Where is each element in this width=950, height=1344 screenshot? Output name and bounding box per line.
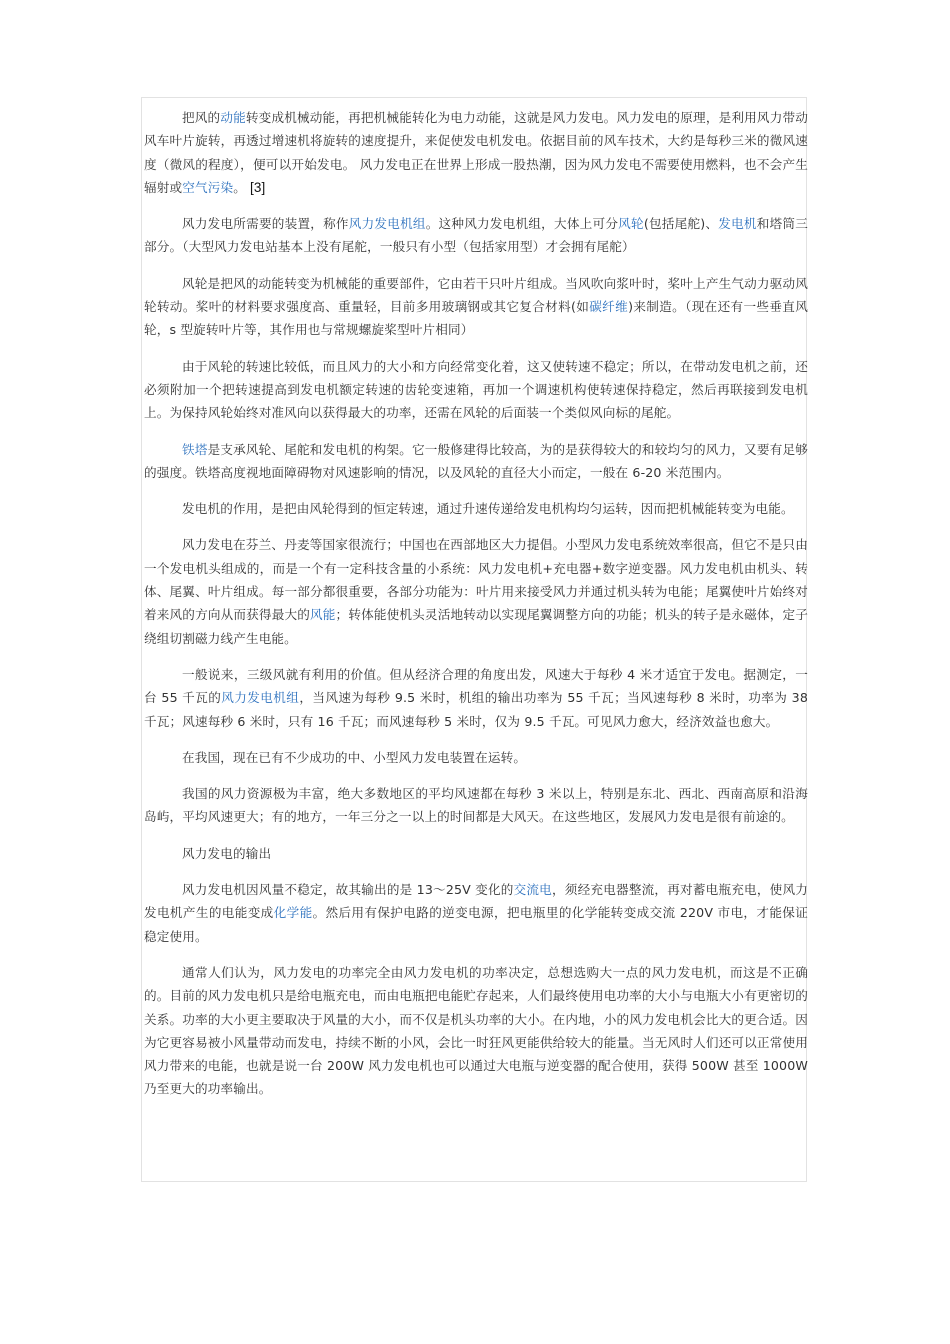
paragraph-text: 风力发电所需要的装置，称作	[182, 216, 349, 232]
paragraph-text: 一般说来，三级风就有利用的价值。但从经济合理的角度出发，风速大于每秒 4 米才适宜于发电。据测定，一台 55 千瓦的	[144, 666, 808, 706]
article-paragraph	[144, 533, 808, 649]
article-link[interactable]: 风能	[310, 607, 336, 623]
paragraph-text: 由于风轮的转速比较低，而且风力的大小和方向经常变化着，这又使转速不稳定；所以，在带动发电机之前，还必须附加一个把转速提高到发电机额定转速的齿轮变速箱，再加一个调速机构使转速保持稳定，然后再联接到发电机上。为保持风轮始终对准风向以获得最大的功率，还需在风轮的后面装一个类似风向标的尾舵。	[144, 358, 808, 421]
paragraph-text: 我国的风力资源极为丰富，绝大多数地区的平均风速都在每秒 3 米以上，特别是东北、西北、西南高原和沿海岛屿，平均风速更大；有的地方，一年三分之一以上的时间都是大风天。在这些地区，发展风力发电是很有前途的。	[144, 786, 808, 825]
paragraph-text: 风力发电机因风量不稳定，故其输出的是 13～25V 变化的	[182, 882, 514, 898]
paragraph-text: 。	[233, 179, 246, 195]
paragraph-text: ；转体能使机头灵活地转动以实现尾翼调整方向的功能；机头的转子是永磁体，定子绕组切割磁力线产生电能。	[144, 607, 808, 646]
article-paragraph	[144, 746, 808, 769]
article-link[interactable]: 交流电	[513, 882, 552, 898]
article-body	[144, 106, 808, 1114]
article-paragraph	[144, 212, 808, 259]
article-link[interactable]: 风力发电机组	[221, 690, 300, 706]
citation-ref-link[interactable]: [3]	[249, 179, 266, 195]
article-paragraph	[144, 663, 808, 733]
article-paragraph	[144, 961, 808, 1101]
paragraph-text: 风力发电的输出	[182, 845, 272, 861]
article-paragraph	[144, 272, 808, 342]
article-link[interactable]: 风轮	[618, 216, 644, 232]
paragraph-text: 。然后用有保护电路的逆变电源，把电瓶里的化学能转变成交流 220V 市电，才能保证稳定使用。	[144, 905, 809, 944]
article-paragraph	[144, 438, 808, 485]
article-paragraph	[144, 497, 808, 520]
article-link[interactable]: 化学能	[273, 905, 313, 921]
article-link[interactable]: 动能	[220, 110, 246, 125]
paragraph-text: 风轮是把风的动能转变为机械能的重要部件，它由若干只叶片组成。当风吹向浆叶时，桨叶上产生气动力驱动风轮转动。桨叶的材料要求强度高、重量轻，目前多用玻璃钢或其它复合材料(如	[144, 275, 808, 315]
article-paragraph	[144, 782, 808, 829]
article-link[interactable]: 铁塔	[182, 441, 208, 457]
paragraph-text: (包括尾舵)、	[643, 216, 719, 232]
paragraph-text: 通常人们认为，风力发电的功率完全由风力发电机的功率决定，总想选购大一点的风力发电机，而这是不正确的。目前的风力发电机只是给电瓶充电，而由电瓶把电能贮存起来，人们最终使用电功率的大小与电瓶大小有更密切的关系。功率的大小更主要取决于风量的大小，而不仅是机头功率的大小。在内地，小的风力发电机会比大的更合适。因为它更容易被小风量带动而发电，持续不断的小风，会比一时狂风更能供给较大的能量。当无风时人们还可以正常使用风力带来的电能，也就是说一台 200W 风力发电机也可以通过大电瓶与逆变器的配合使用，获得 500W 甚至 1000W 乃至更大的功率输出。	[144, 964, 808, 1097]
paragraph-text: 是支承风轮、尾舵和发电机的构架。它一般修建得比较高，为的是获得较大的和较均匀的风力，又要有足够的强度。铁塔高度视地面障碍物对风速影响的情况，以及风轮的直径大小而定，一般在 6-20 米范围内。	[144, 441, 808, 480]
article-link[interactable]: 空气污染	[182, 179, 234, 195]
article-paragraph	[144, 106, 808, 199]
paragraph-text: 把风的	[182, 110, 221, 125]
paragraph-text: ，须经充电器整流，再对蓄电瓶充电，使风力发电机产生的电能变成	[144, 882, 809, 921]
paragraph-text: 风力发电在芬兰、丹麦等国家很流行；中国也在西部地区大力提倡。小型风力发电系统效率很高，但它不是只由一个发电机头组成的，而是一个有一定科技含量的小系统：风力发电机+充电器+数字逆变器。风力发电机由机头、转体、尾翼、叶片组成。每一部分都很重要，各部分功能为：叶片用来接受风力并通过机头转为电能；尾翼使叶片始终对着来风的方向从而获得最大的	[144, 537, 808, 623]
article-paragraph	[144, 842, 808, 865]
article-link[interactable]: 发电机	[718, 216, 757, 232]
paragraph-text: 。这种风力发电机组，大体上可分	[425, 216, 619, 232]
article-paragraph	[144, 878, 808, 948]
paragraph-text: 转变成机械动能，再把机械能转化为电力动能，这就是风力发电。风力发电的原理，是利用风力带动风车叶片旋转，再透过增速机将旋转的速度提升，来促使发电机发电。依据目前的风车技术，大约是每秒三米的微风速度（微风的程度），便可以开始发电。 风力发电正在世界上形成一股热潮，因为风力发电不需要使用燃料，也不会产生辐射或	[144, 110, 808, 195]
article-link[interactable]: 风力发电机组	[348, 216, 426, 232]
article-paragraph	[144, 355, 808, 425]
paragraph-text: 在我国，现在已有不少成功的中、小型风力发电装置在运转。	[182, 749, 527, 765]
paragraph-text: 发电机的作用，是把由风轮得到的恒定转速，通过升速传递给发电机构均匀运转，因而把机械能转变为电能。	[182, 501, 794, 517]
paragraph-text: 和塔筒三部分。（大型风力发电站基本上没有尾舵，一般只有小型（包括家用型）才会拥有尾舵）	[144, 216, 808, 255]
paragraph-text: ，当风速为每秒 9.5 米时，机组的输出功率为 55 千瓦；当风速每秒 8 米时，功率为 38 千瓦；风速每秒 6 米时，只有 16 千瓦；而风速每秒 5 米时，仅为 9.5 千瓦。可见风力愈大，经济效益也愈大。	[144, 690, 809, 729]
paragraph-text: )来制造。（现在还有一些垂直风轮，s 型旋转叶片等，其作用也与常规螺旋桨型叶片相同）	[144, 299, 808, 338]
article-link[interactable]: 碳纤维	[589, 299, 629, 315]
